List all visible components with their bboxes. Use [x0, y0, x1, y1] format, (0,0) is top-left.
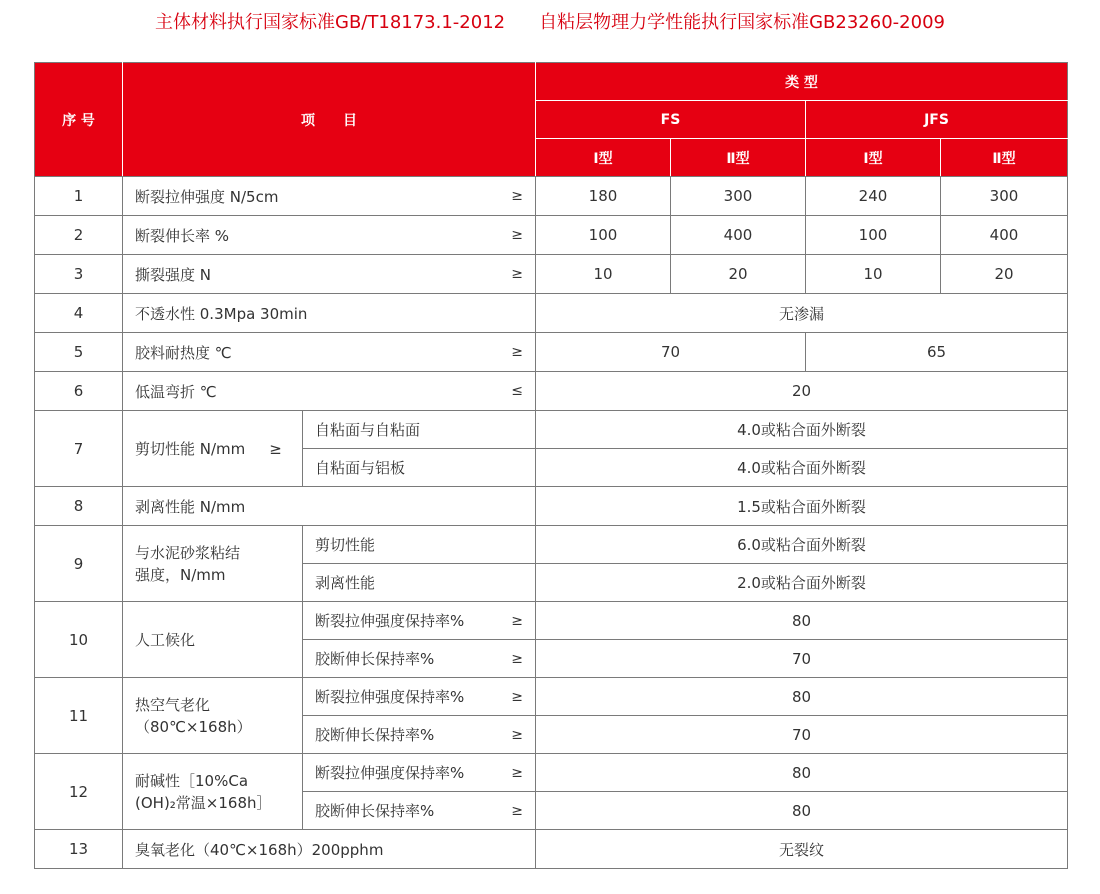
sub-item	[303, 754, 536, 792]
value-merged: 6.0或粘合面外断裂	[536, 526, 1068, 564]
header-fs-type-ii: Ⅱ型	[671, 139, 806, 177]
heading-standard-main: 主体材料执行国家标准GB/T18173.1-2012	[155, 12, 506, 33]
sub-item-label: 胶断伸长保持率%	[315, 726, 435, 744]
value-merged: 80	[536, 678, 1068, 716]
value-fs-ii: 20	[671, 255, 806, 294]
operator-symbol: ≥	[511, 650, 523, 667]
value-merged: 4.0或粘合面外断裂	[536, 411, 1068, 449]
row-number: 1	[35, 177, 123, 216]
value-jfs-i: 10	[806, 255, 941, 294]
row-item-label: 人工候化	[123, 602, 303, 678]
row-item-label-line1: 热空气老化	[135, 695, 211, 714]
row-number: 5	[35, 333, 123, 372]
header-fs: FS	[536, 101, 806, 139]
table-row	[35, 294, 1068, 333]
table-row	[35, 830, 1068, 869]
table-row	[35, 333, 1068, 372]
header-type: 类 型	[536, 63, 1068, 101]
value-fs-i: 180	[536, 177, 671, 216]
row-number: 13	[35, 830, 123, 869]
sub-item-label: 胶断伸长保持率%	[315, 650, 435, 668]
row-item	[123, 372, 536, 411]
row-item-label-line1: 与水泥砂浆粘结	[135, 543, 241, 562]
row-item-label: 断裂拉伸强度 N/5cm	[135, 187, 279, 206]
value-merged: 20	[536, 372, 1068, 411]
sub-item	[303, 640, 536, 678]
table-row	[35, 526, 1068, 564]
heading-standard-adhesive: 自粘层物理力学性能执行国家标准GB23260-2009	[539, 12, 945, 33]
sub-item-label: 自粘面与自粘面	[303, 411, 536, 449]
value-merged: 1.5或粘合面外断裂	[536, 487, 1068, 526]
sub-item-label: 断裂拉伸强度保持率%	[315, 764, 465, 782]
value-jfs-i: 240	[806, 177, 941, 216]
sub-item	[303, 792, 536, 830]
header-jfs: JFS	[806, 101, 1068, 139]
row-item	[123, 333, 536, 372]
sub-item	[303, 716, 536, 754]
sub-item-label: 断裂拉伸强度保持率%	[315, 612, 465, 630]
value-merged: 无裂纹	[536, 830, 1068, 869]
header-seq: 序 号	[35, 63, 123, 177]
row-item-label: 臭氧老化（40℃×168h）200pphm	[123, 830, 536, 869]
value-jfs: 65	[806, 333, 1068, 372]
header-item: 项 目	[123, 63, 536, 177]
row-item	[123, 678, 303, 754]
row-number: 8	[35, 487, 123, 526]
row-item-label: 剥离性能 N/mm	[123, 487, 536, 526]
row-number: 10	[35, 602, 123, 678]
value-fs-i: 10	[536, 255, 671, 294]
row-item-label-line2: (OH)₂常温×168h］	[135, 793, 272, 812]
operator-symbol: ≥	[511, 802, 523, 819]
row-item-label: 撕裂强度 N	[135, 265, 211, 284]
header-jfs-type-i: Ⅰ型	[806, 139, 941, 177]
sub-item	[303, 602, 536, 640]
row-item-label: 低温弯折 ℃	[135, 382, 217, 401]
header-fs-type-i: Ⅰ型	[536, 139, 671, 177]
value-merged: 80	[536, 754, 1068, 792]
sub-item-label: 断裂拉伸强度保持率%	[315, 688, 465, 706]
row-number: 12	[35, 754, 123, 830]
value-merged: 80	[536, 602, 1068, 640]
table-row	[35, 411, 1068, 449]
value-merged: 无渗漏	[536, 294, 1068, 333]
value-merged: 2.0或粘合面外断裂	[536, 564, 1068, 602]
row-number: 11	[35, 678, 123, 754]
value-merged: 70	[536, 716, 1068, 754]
table-row	[35, 678, 1068, 716]
table-row	[35, 372, 1068, 411]
row-number: 7	[35, 411, 123, 487]
row-item	[123, 216, 536, 255]
row-number: 2	[35, 216, 123, 255]
spec-table	[34, 62, 1068, 869]
row-item	[123, 255, 536, 294]
row-item-label: 胶料耐热度 ℃	[135, 343, 232, 362]
value-fs-ii: 400	[671, 216, 806, 255]
header-jfs-type-ii: Ⅱ型	[941, 139, 1068, 177]
header-row-1	[35, 63, 1068, 101]
operator-symbol: ≥	[511, 227, 523, 243]
sub-item-label: 自粘面与铝板	[303, 449, 536, 487]
row-item	[123, 411, 303, 487]
operator-symbol: ≥	[511, 266, 523, 282]
table-row	[35, 754, 1068, 792]
row-number: 3	[35, 255, 123, 294]
sub-item	[303, 678, 536, 716]
value-jfs-ii: 20	[941, 255, 1068, 294]
page-heading	[0, 6, 1100, 40]
table-row	[35, 487, 1068, 526]
sub-item-label: 剥离性能	[303, 564, 536, 602]
operator-symbol: ≥	[511, 612, 523, 629]
row-item-label-line2: 强度，N/mm	[135, 565, 226, 584]
row-number: 4	[35, 294, 123, 333]
table-row	[35, 216, 1068, 255]
operator-symbol: ≥	[511, 344, 523, 360]
operator-symbol: ≤	[511, 383, 523, 399]
row-item-label-line2: （80℃×168h）	[135, 717, 252, 736]
table-row	[35, 602, 1068, 640]
operator-symbol: ≥	[511, 688, 523, 705]
value-jfs-i: 100	[806, 216, 941, 255]
row-item-label: 断裂伸长率 %	[135, 226, 230, 245]
value-jfs-ii: 400	[941, 216, 1068, 255]
sub-item-label: 胶断伸长保持率%	[315, 802, 435, 820]
row-item-label: 不透水性 0.3Mpa 30min	[123, 294, 536, 333]
operator-symbol: ≥	[511, 764, 523, 781]
value-merged: 80	[536, 792, 1068, 830]
row-item	[123, 754, 303, 830]
table-row	[35, 255, 1068, 294]
table-row	[35, 177, 1068, 216]
value-jfs-ii: 300	[941, 177, 1068, 216]
value-fs-i: 100	[536, 216, 671, 255]
operator-symbol: ≥	[511, 726, 523, 743]
row-item	[123, 526, 303, 602]
row-number: 9	[35, 526, 123, 602]
operator-symbol: ≥	[269, 440, 282, 458]
row-item-label-line1: 耐碱性［10%Ca	[135, 771, 249, 790]
value-merged: 4.0或粘合面外断裂	[536, 449, 1068, 487]
value-merged: 70	[536, 640, 1068, 678]
value-fs: 70	[536, 333, 806, 372]
value-fs-ii: 300	[671, 177, 806, 216]
sub-item-label: 剪切性能	[303, 526, 536, 564]
row-item	[123, 177, 536, 216]
row-number: 6	[35, 372, 123, 411]
operator-symbol: ≥	[511, 188, 523, 204]
row-item-label: 剪切性能 N/mm	[135, 440, 246, 458]
